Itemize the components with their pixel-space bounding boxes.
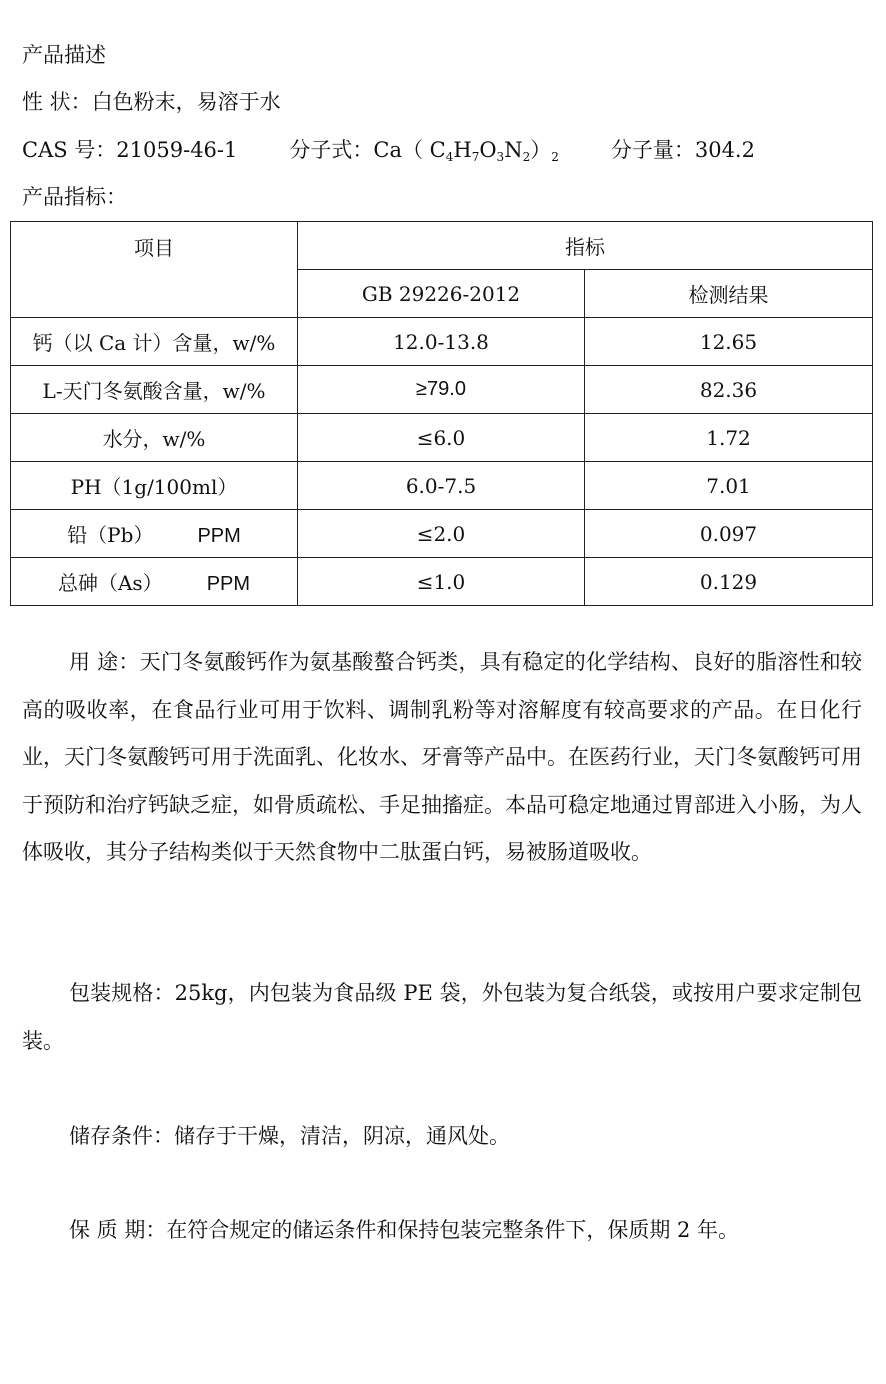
- row-item: 水分，w/%: [11, 414, 298, 462]
- usage-paragraph: 用 途：天门冬氨酸钙作为氨基酸螯合钙类，具有稳定的化学结构、良好的脂溶性和较高的吸收率，在食品行业可用于饮料、调制乳粉等对溶解度有较高要求的产品。在日化行业，天门冬氨酸钙可用于洗面乳、化妆水、牙膏等产品中。在医药行业，天门冬氨酸钙可用于预防和治疗钙缺乏症，如骨质疏松、手足抽搐症。本品可稳定地通过胃部进入小肠，为人体吸收，其分子结构类似于天然食物中二肽蛋白钙，易被肠道吸收。: [22, 650, 862, 864]
- table-row: [11, 414, 873, 462]
- row-item: 钙（以 Ca 计）含量，w/%: [11, 318, 298, 366]
- row-item-cell: [11, 558, 298, 606]
- row-unit: PPM: [206, 573, 251, 595]
- cas-label: CAS 号：: [22, 138, 117, 162]
- formula-o: $O_3$: [479, 138, 505, 164]
- identity-line: [22, 135, 755, 172]
- row-item-cell: [11, 510, 298, 558]
- header-index: 指标: [298, 222, 873, 270]
- table-row: [11, 510, 873, 558]
- row-result: 7.01: [585, 462, 873, 510]
- formula-outer-sub: 2: [551, 150, 559, 164]
- row-result: 0.129: [585, 558, 873, 606]
- properties-line: [22, 87, 281, 117]
- row-result: 1.72: [585, 414, 873, 462]
- row-result: 82.36: [585, 366, 873, 414]
- table-row: [11, 318, 873, 366]
- row-standard: ≤1.0: [298, 558, 585, 606]
- properties-value: 白色粉末，易溶于水: [91, 90, 281, 114]
- row-standard: ≤2.0: [298, 510, 585, 558]
- table-row: [11, 462, 873, 510]
- storage-paragraph: 储存条件：储存于干燥，清洁，阴凉，通风处。: [69, 1124, 510, 1148]
- formula-suffix: ）: [530, 138, 552, 162]
- formula-h: $H_7$: [453, 138, 480, 164]
- formula-label: 分子式：: [289, 138, 374, 162]
- cas-value: 21059-46-1: [116, 138, 238, 162]
- mw-label: 分子量：: [610, 138, 695, 162]
- row-standard: 6.0-7.5: [298, 462, 585, 510]
- shelf-life-paragraph: 保 质 期：在符合规定的储运条件和保持包装完整条件下，保质期 2 年。: [69, 1218, 740, 1242]
- row-standard: 12.0-13.8: [298, 318, 585, 366]
- properties-label: 性 状：: [22, 90, 92, 114]
- row-unit: PPM: [197, 525, 241, 547]
- row-item: L-天门冬氨酸含量，w/%: [11, 366, 298, 414]
- header-result: 检测结果: [585, 270, 873, 318]
- header-standard: GB 29226-2012: [298, 270, 585, 318]
- table-row: [11, 366, 873, 414]
- formula-prefix: Ca（: [373, 138, 430, 162]
- spec-table: [10, 221, 873, 606]
- packaging-paragraph: 包装规格：25kg，内包装为食品级 PE 袋，外包装为复合纸袋，或按用户要求定制包装。: [22, 981, 862, 1053]
- table-row: [11, 558, 873, 606]
- spec-title: 产品指标：: [22, 185, 127, 209]
- row-result: 0.097: [585, 510, 873, 558]
- row-item: 铅（Pb）: [67, 523, 154, 547]
- row-standard: ≥79.0: [298, 366, 585, 414]
- table-header-row: [11, 222, 873, 270]
- formula-c: $C_4$: [429, 138, 454, 164]
- mw-value: 304.2: [694, 138, 755, 162]
- header-item: 项目: [11, 222, 298, 318]
- product-description-title: 产品描述: [22, 43, 106, 67]
- molecular-formula: [373, 138, 558, 162]
- row-item: PH（1g/100ml）: [11, 462, 298, 510]
- row-standard: ≤6.0: [298, 414, 585, 462]
- formula-n: $N_2$: [504, 138, 531, 164]
- row-result: 12.65: [585, 318, 873, 366]
- row-item: 总砷（As）: [57, 571, 163, 595]
